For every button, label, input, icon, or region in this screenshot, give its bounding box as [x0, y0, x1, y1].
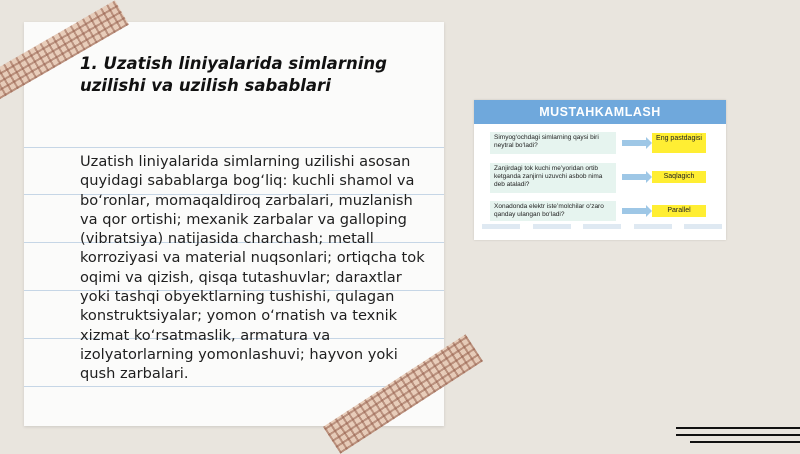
- slide-title-line2: uzilishi va uzilish sabablari: [80, 76, 331, 95]
- quiz-question-2: Zanjirdagi tok kuchi me’yoridan ortib ketganda zanjirni uzuvchi asbob nima deb ataladi?: [490, 163, 616, 193]
- decorative-line: [690, 441, 800, 443]
- quiz-question-1: Simyog‘ochdagi simlarning qaysi biri neytral bo‘ladi?: [490, 132, 616, 154]
- ruled-line: [24, 386, 444, 387]
- arrow-right-icon: [622, 140, 646, 146]
- decorative-line: [676, 434, 800, 436]
- slide-body-text: Uzatish liniyalarida simlarning uzilishi asosan quyidagi sabablarga bog‘liq: kuchli shamol va bo‘ronlar, momaqaldiroq zarbalari, muzlanish va qor ortishi; mexanik zarbalar va galloping (vibratsiya) natijasida charchash; metall korroziyasi va material nuqsonlari; ortiqcha tok oqimi va qizish, qisqa tutashuvlar; daraxtlar yoki tashqi obyektlarning tushishi, qulagan konstruktsiyalar; yomon o‘rnatish va texnik xizmat ko‘rsatmaslik, armatura va izolyatorlarning yomonlashuvi; hayvon yoki qush zarbalari.: [80, 153, 425, 383]
- quiz-question-3: Xonadonda elektr iste’molchilar o‘zaro qanday ulangan bo‘ladi?: [490, 201, 616, 221]
- quiz-answer-3: Parallel: [652, 205, 706, 217]
- card-footer-decoration: [482, 224, 722, 232]
- ruled-line: [24, 147, 444, 148]
- quiz-card-header: MUSTAHKAMLASH: [474, 100, 726, 124]
- note-paper: [24, 22, 444, 426]
- quiz-answer-1: Eng pastdagisi: [652, 133, 706, 153]
- slide-title-line1: 1. Uzatish liniyalarida simlarning: [80, 54, 387, 73]
- arrow-right-icon: [622, 208, 646, 214]
- quiz-answer-2: Saqlagich: [652, 171, 706, 183]
- arrow-right-icon: [622, 174, 646, 180]
- decorative-line: [676, 427, 800, 429]
- slide-title: [80, 53, 420, 97]
- quiz-card-image: [474, 100, 726, 240]
